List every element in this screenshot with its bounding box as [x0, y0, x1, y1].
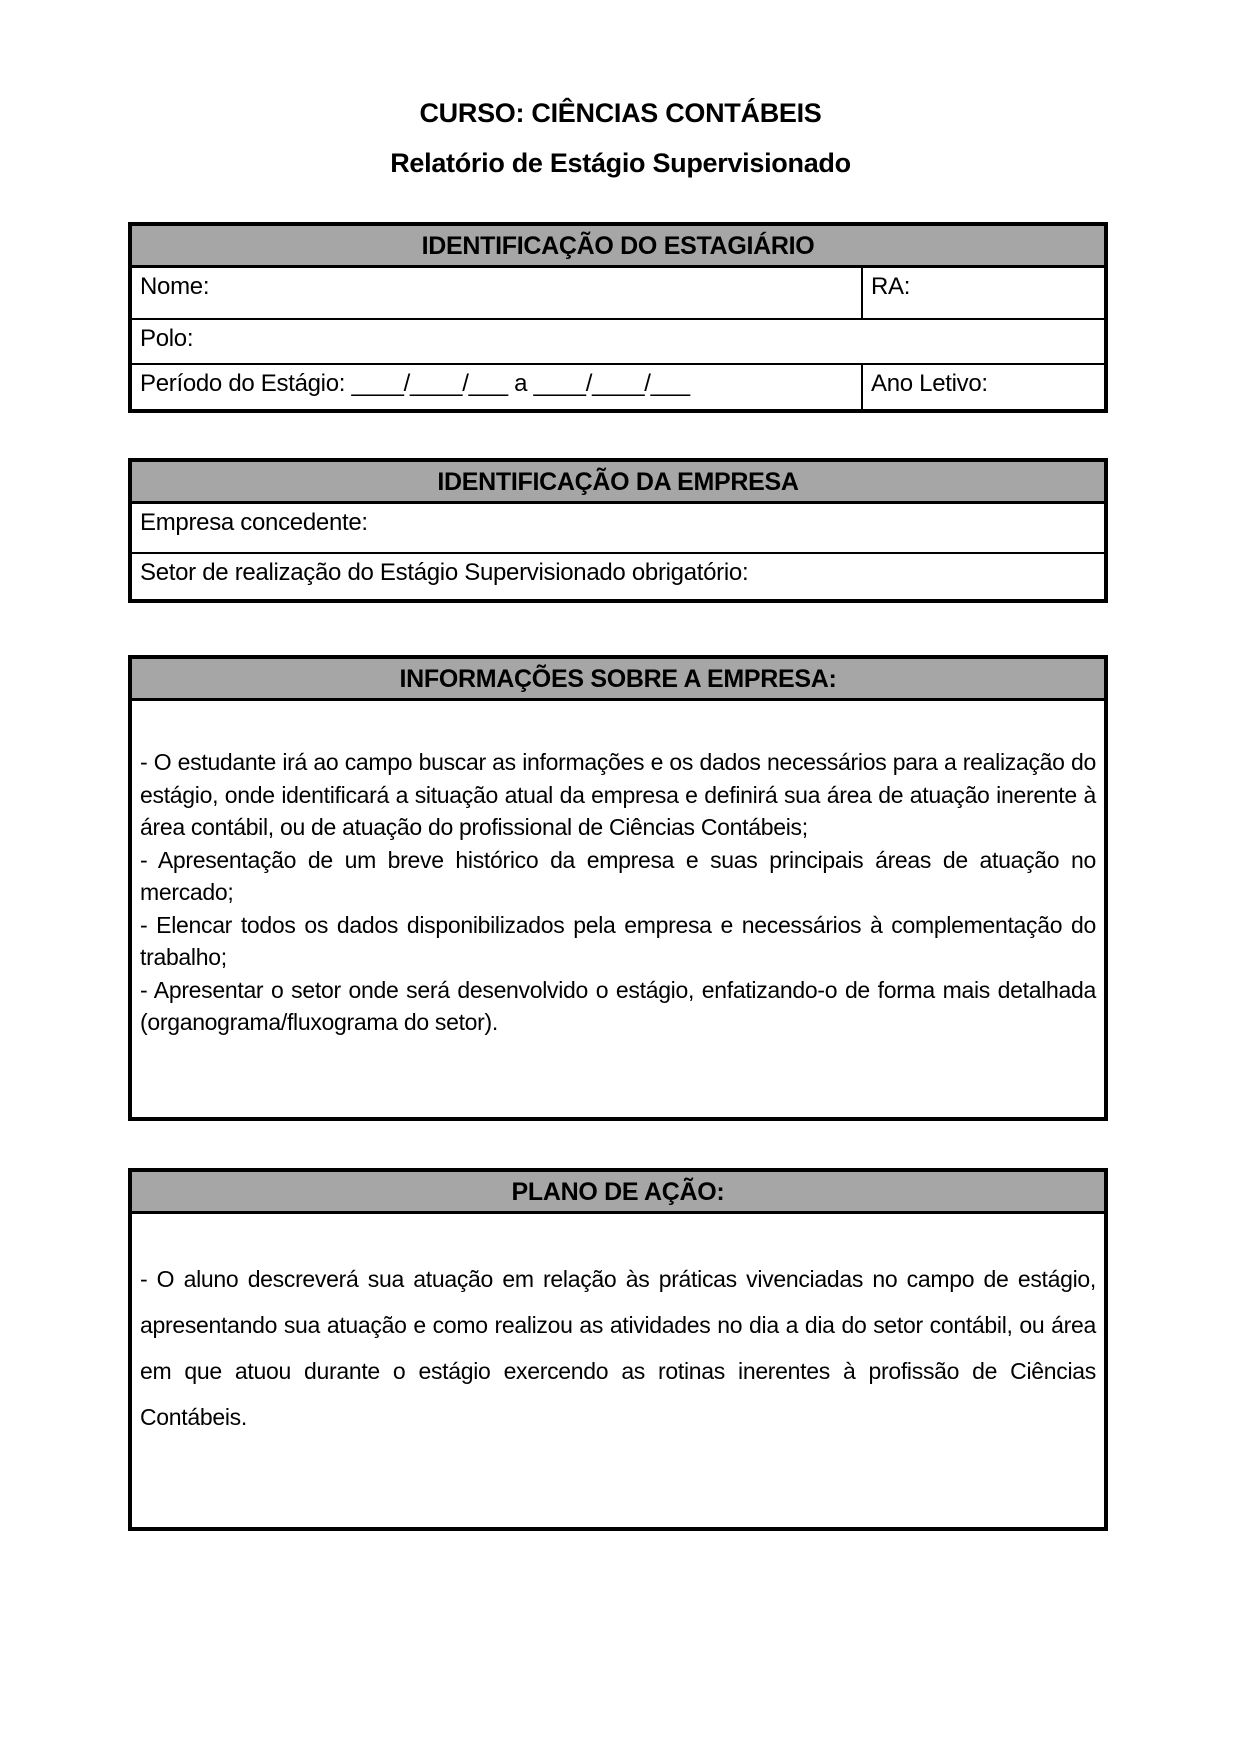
- plano-table: [128, 1168, 1108, 1531]
- ano-letivo-field-label: Ano Letivo:: [861, 365, 1104, 409]
- page-title: CURSO: CIÊNCIAS CONTÁBEIS: [419, 98, 822, 128]
- informacoes-table: [128, 655, 1108, 1121]
- plano-table-body: [132, 1214, 1104, 1527]
- informacoes-paragraph: - Elencar todos os dados disponibilizados pela empresa e necessários à complementação do trabalho;: [140, 911, 1096, 970]
- empresa-table-header: IDENTIFICAÇÃO DA EMPRESA: [132, 462, 1104, 504]
- informacoes-table-body: [132, 701, 1104, 1117]
- polo-field-label: Polo:: [140, 325, 194, 352]
- estagiario-table: [128, 222, 1108, 413]
- table-row: [132, 552, 1104, 599]
- informacoes-table-header: INFORMAÇÕES SOBRE A EMPRESA:: [132, 659, 1104, 701]
- plano-paragraph: - O aluno descreverá sua atuação em relação às práticas vivenciadas no campo de estágio, apresentando sua atuação e como realizou as atividades no dia a dia do setor contábil, ou área em que atuou durante o estágio exercendo as rotinas inerentes à profissão de Ciências Contábeis.: [140, 1266, 1096, 1430]
- table-row: [132, 504, 1104, 552]
- document-content: [128, 222, 1108, 1531]
- plano-table-header: PLANO DE AÇÃO:: [132, 1172, 1104, 1214]
- table-row: [132, 318, 1104, 363]
- informacoes-paragraph: - Apresentar o setor onde será desenvolvido o estágio, enfatizando-o de forma mais detalhada (organograma/fluxograma do setor).: [140, 976, 1096, 1035]
- informacoes-paragraph: - O estudante irá ao campo buscar as informações e os dados necessários para a realização do estágio, onde identificará a situação atual da empresa e definirá sua área de atuação inerente à área contábil, ou de atuação do profissional de Ciências Contábeis;: [140, 749, 1096, 840]
- setor-field-label: Setor de realização do Estágio Supervisionado obrigatório:: [140, 559, 749, 586]
- periodo-field-label: Período do Estágio: ____/____/___ a ____/____/___: [140, 370, 690, 397]
- empresa-table: [128, 458, 1108, 603]
- empresa-concedente-field-label: Empresa concedente:: [140, 509, 368, 536]
- table-row: [132, 268, 1104, 318]
- nome-field-label: Nome:: [140, 273, 210, 300]
- informacoes-paragraph: - Apresentação de um breve histórico da empresa e suas principais áreas de atuação no mercado;: [140, 846, 1096, 905]
- table-row: [132, 363, 1104, 409]
- document-titles: [0, 0, 1241, 180]
- ra-field-label: RA:: [861, 268, 1104, 318]
- estagiario-table-header: IDENTIFICAÇÃO DO ESTAGIÁRIO: [132, 226, 1104, 268]
- page-subtitle: Relatório de Estágio Supervisionado: [390, 148, 851, 178]
